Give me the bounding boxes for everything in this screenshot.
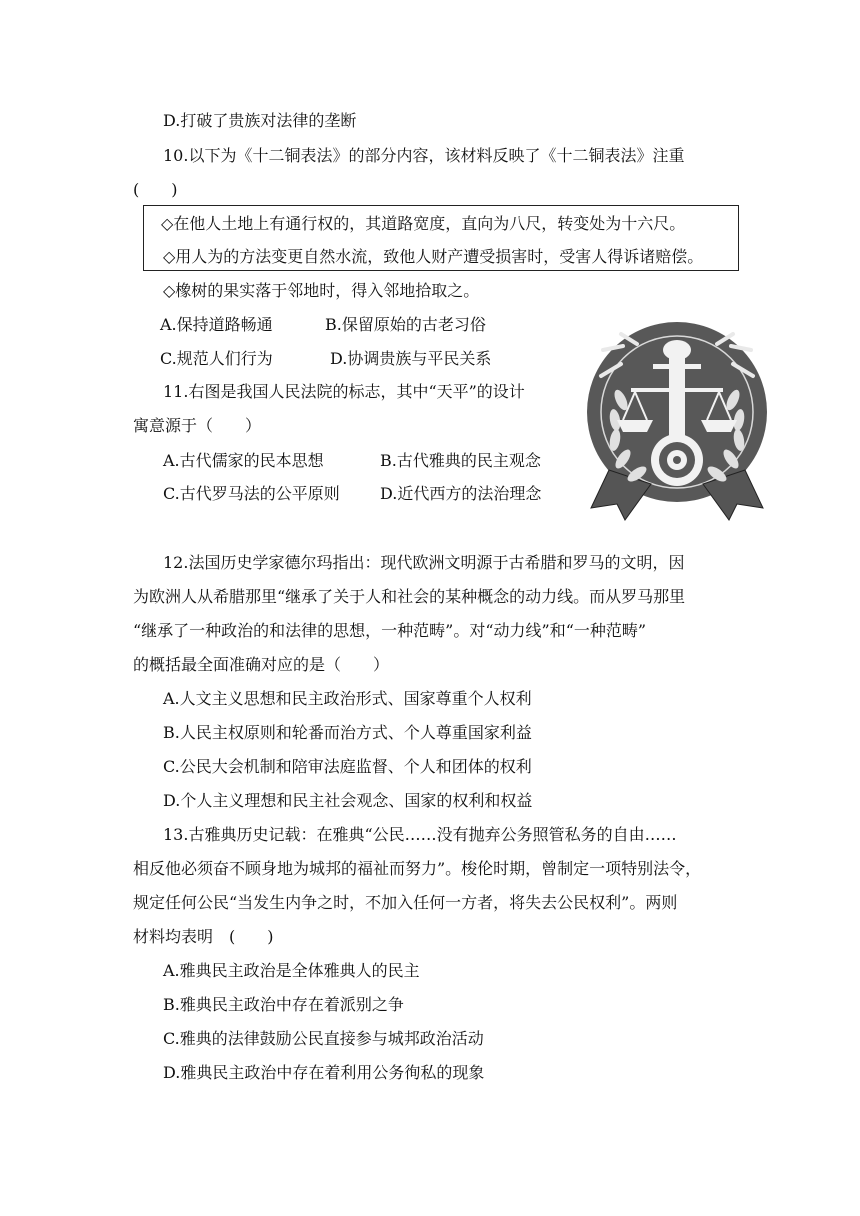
q11-stem-line1: 11.右图是我国人民法院的标志，其中“天平”的设计 [163, 382, 525, 401]
q10-option-d: D.协调贵族与平民关系 [330, 349, 492, 368]
q12-stem-line3: “继承了一种政治的和法律的思想，一种范畴”。对“动力线”和“一种范畴” [133, 621, 647, 640]
q13-option-c: C.雅典的法律鼓励公民直接参与城邦政治活动 [163, 1029, 484, 1048]
q12-option-b: B.人民主权原则和轮番而治方式、个人尊重国家利益 [163, 723, 532, 742]
q11-stem-line2: 寓意源于（ ） [133, 416, 262, 435]
q13-option-a: A.雅典民主政治是全体雅典人的民主 [163, 961, 420, 980]
q10-material-line2: ◇用人为的方法变更自然水流，致他人财产遭受损害时，受害人得诉诸赔偿。 [163, 247, 704, 266]
q10-material-line3: ◇橡树的果实落于邻地时，得入邻地拾取之。 [163, 281, 480, 300]
q13-option-d: D.雅典民主政治中存在着利用公务徇私的现象 [163, 1063, 485, 1082]
people-court-emblem-icon [581, 320, 773, 525]
q11-option-c: C.古代罗马法的公平原则 [163, 484, 340, 503]
q12-stem-line4: 的概括最全面准确对应的是（ ） [133, 655, 390, 674]
q10-stem-line1: 10.以下为《十二铜表法》的部分内容，该材料反映了《十二铜表法》注重 [163, 146, 685, 165]
q11-option-a: A.古代儒家的民本思想 [163, 451, 324, 470]
q10-material-line1: ◇在他人土地上有通行权的，其道路宽度，直向为八尺，转变处为十六尺。 [161, 214, 686, 233]
q13-stem-line3: 规定任何公民“当发生内争之时，不加入任何一方者，将失去公民权利”。两则 [133, 893, 678, 912]
q10-option-a: A.保持道路畅通 [160, 315, 273, 334]
q13-stem-line4: 材料均表明 ( ) [133, 927, 274, 946]
q13-option-b: B.雅典民主政治中存在着派别之争 [163, 995, 404, 1014]
q11-option-d: D.近代西方的法治理念 [380, 484, 542, 503]
q13-stem-line2: 相反他必须奋不顾身地为城邦的福祉而努力”。梭伦时期，曾制定一项特别法令， [133, 859, 702, 878]
q12-stem-line2: 为欧洲人从希腊那里“继承了关于人和社会的某种概念的动力线。而从罗马那里 [133, 587, 686, 606]
q10-option-c: C.规范人们行为 [160, 349, 273, 368]
q13-stem-line1: 13.古雅典历史记载：在雅典“公民……没有抛弃公务照管私务的自由…… [163, 825, 677, 844]
q12-stem-line1: 12.法国历史学家德尔玛指出：现代欧洲文明源于古希腊和罗马的文明，因 [163, 553, 685, 572]
q12-option-c: C.公民大会机制和陪审法庭监督、个人和团体的权利 [163, 757, 532, 776]
q12-option-a: A.人文主义思想和民主政治形式、国家尊重个人权利 [163, 689, 532, 708]
q10-option-b: B.保留原始的古老习俗 [325, 315, 486, 334]
q9-option-d: D.打破了贵族对法律的垄断 [163, 111, 357, 130]
q12-option-d: D.个人主义理想和民主社会观念、国家的权利和权益 [163, 791, 533, 810]
q11-option-b: B.古代雅典的民主观念 [380, 451, 541, 470]
q10-answer-blank: ( ) [133, 180, 178, 199]
